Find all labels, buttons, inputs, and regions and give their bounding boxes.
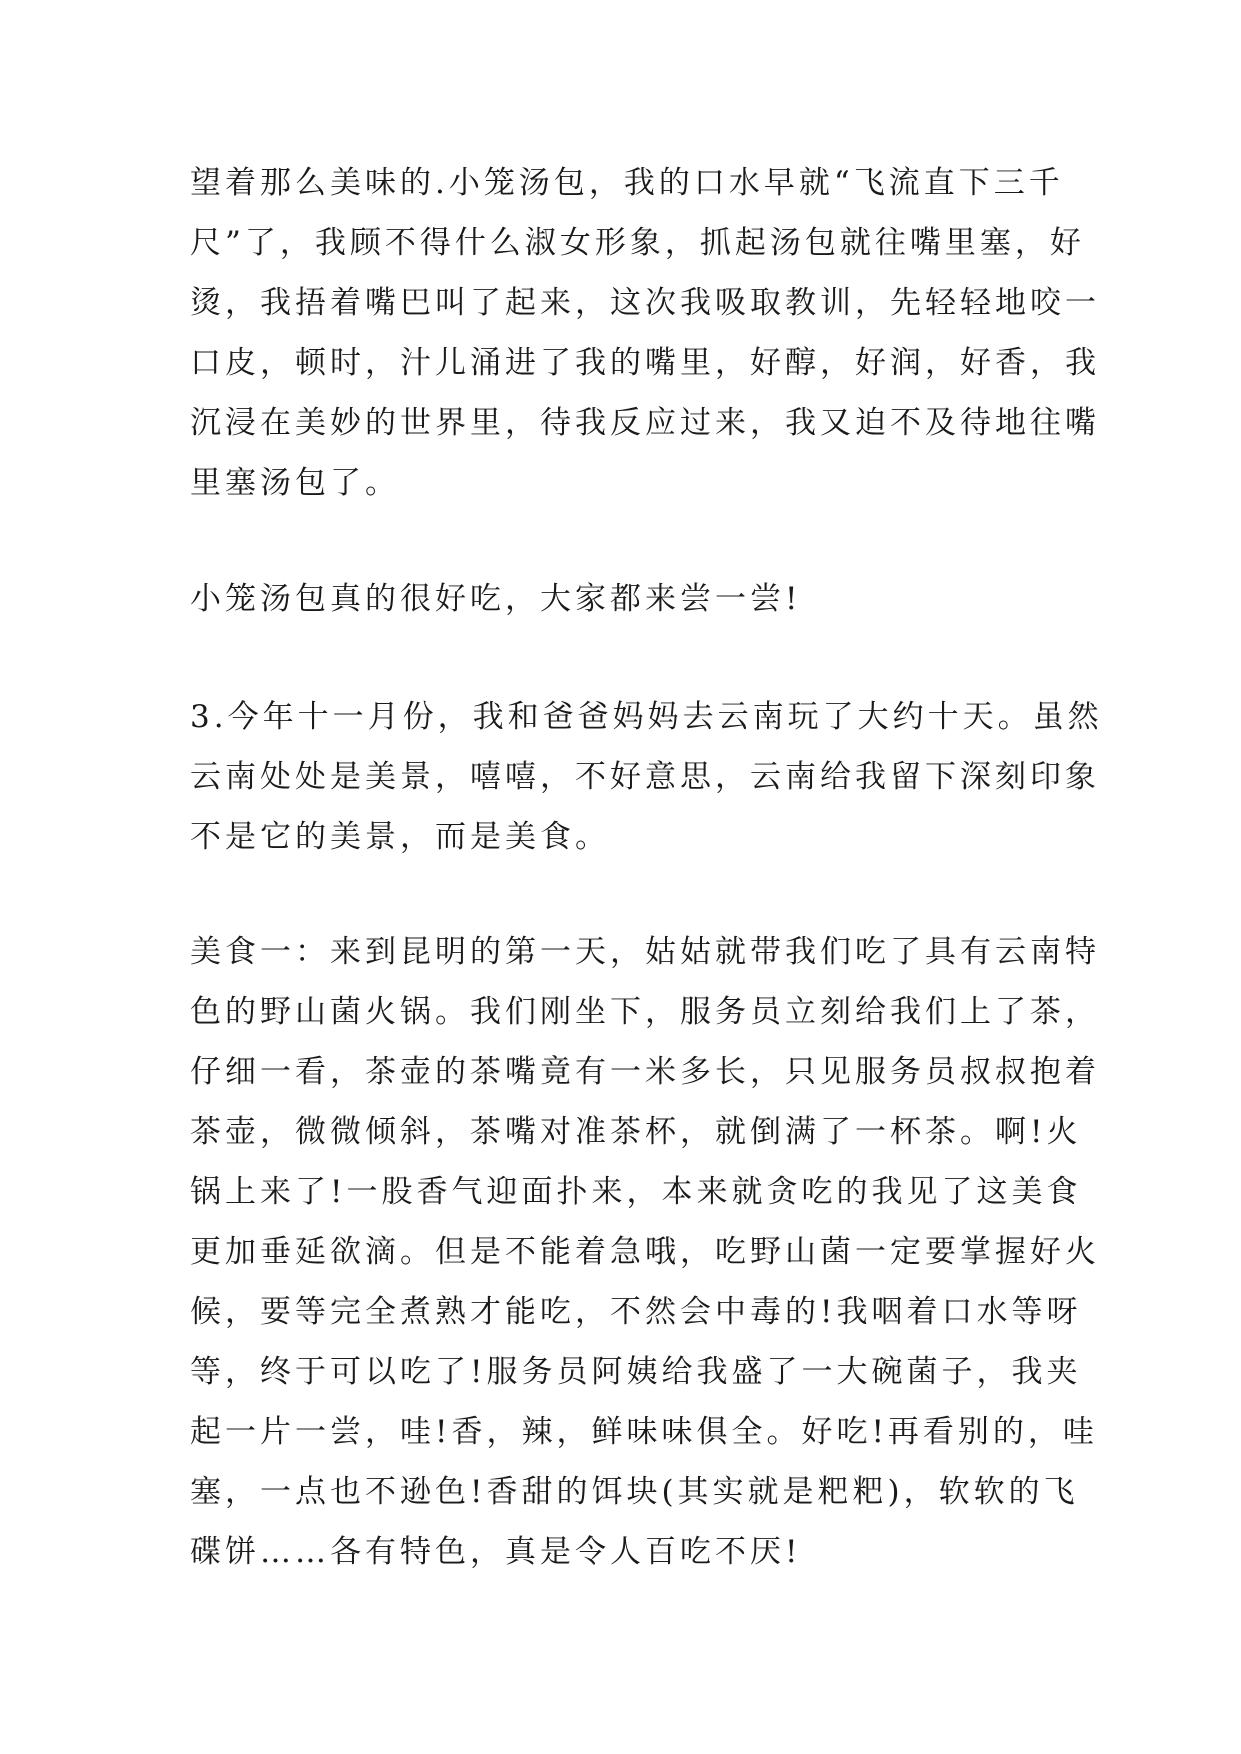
text-line: 色的野山菌火锅。我们刚坐下，服务员立刻给我们上了茶， — [190, 994, 1100, 1030]
text-line: 美食一：来到昆明的第一天，姑姑就带我们吃了具有云南特 — [190, 934, 1100, 970]
text-line: 口皮，顿时，汁儿涌进了我的嘴里，好醇，好润，好香，我 — [190, 345, 1100, 381]
text-line: 沉浸在美妙的世界里，待我反应过来，我又迫不及待地往嘴 — [190, 405, 1100, 441]
text-line: 小笼汤包真的很好吃，大家都来尝一尝! — [190, 581, 802, 617]
paragraph-food-one — [190, 922, 1100, 1582]
text-line: 尺”了，我顾不得什么淑女形象，抓起汤包就往嘴里塞，好 — [190, 225, 1085, 261]
text-line: 等，终于可以吃了!服务员阿姨给我盛了一大碗菌子，我夹 — [190, 1354, 1082, 1390]
paragraph-conclusion — [190, 569, 1070, 629]
text-line: 望着那么美味的.小笼汤包，我的口水早就“飞流直下三千 — [190, 165, 1064, 201]
text-line: 3.今年十一月份，我和爸爸妈妈去云南玩了大约十天。虽然 — [190, 699, 1103, 735]
text-line: 碟饼……各有特色，真是令人百吃不厌! — [190, 1534, 802, 1570]
paragraph-soup-dumplings — [190, 153, 1100, 513]
text-line: 更加垂延欲滴。但是不能着急哦，吃野山菌一定要掌握好火 — [190, 1234, 1100, 1270]
text-line: 候，要等完全煮熟才能吃，不然会中毒的!我咽着口水等呀 — [190, 1294, 1082, 1330]
text-line: 塞，一点也不逊色!香甜的饵块(其实就是粑粑)，软软的飞 — [190, 1474, 1079, 1510]
text-line: 不是它的美景，而是美食。 — [190, 819, 610, 855]
text-line: 锅上来了!一股香气迎面扑来，本来就贪吃的我见了这美食 — [190, 1174, 1082, 1210]
text-line: 仔细一看，茶壶的茶嘴竟有一米多长，只见服务员叔叔抱着 — [190, 1054, 1100, 1090]
text-line: 茶壶，微微倾斜，茶嘴对准茶杯，就倒满了一杯茶。啊!火 — [190, 1114, 1082, 1150]
paragraph-yunnan-intro — [190, 687, 1103, 867]
text-line: 里塞汤包了。 — [190, 465, 400, 501]
text-line: 烫，我捂着嘴巴叫了起来，这次我吸取教训，先轻轻地咬一 — [190, 285, 1100, 321]
text-line: 起一片一尝，哇!香，辣，鲜味味俱全。好吃!再看别的，哇 — [190, 1414, 1098, 1450]
text-line: 云南处处是美景，嘻嘻，不好意思，云南给我留下深刻印象 — [190, 759, 1100, 795]
